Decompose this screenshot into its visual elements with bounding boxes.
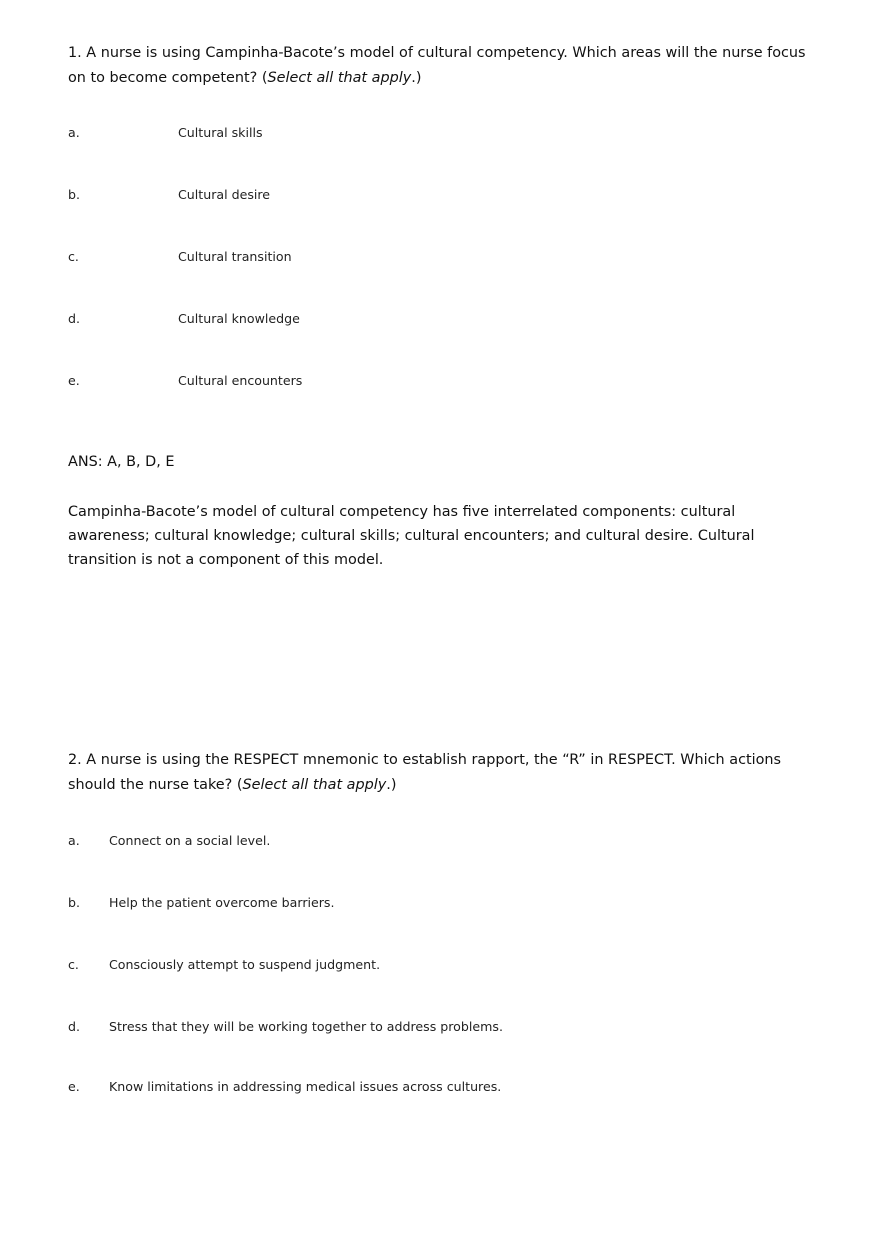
option-text: Consciously attempt to suspend judgment. <box>109 957 381 972</box>
option-text: Cultural knowledge <box>178 311 300 326</box>
option-letter: e. <box>68 1079 80 1094</box>
option-text: Know limitations in addressing medical issues across cultures. <box>109 1079 502 1094</box>
option-text: Cultural transition <box>178 249 292 264</box>
option-letter: d. <box>68 1019 80 1034</box>
question-1-answer: ANS: A, B, D, E <box>68 454 175 470</box>
option-letter: e. <box>68 373 80 388</box>
option-text: Cultural encounters <box>178 373 303 388</box>
option-letter: d. <box>68 311 80 326</box>
question-2-instruction: Select all that apply <box>242 776 387 793</box>
question-1-rationale: Campinha-Bacote’s model of cultural competency has five interrelated components: cultural awareness; cultural knowledge; cultural skills; cultural encounters; and cultural desire. Cultural transition is not a component of this model. <box>68 504 755 568</box>
question-1-stem-end: .) <box>411 69 422 86</box>
option-letter: b. <box>68 895 80 910</box>
question-2-stem <box>68 748 813 797</box>
option-text: Connect on a social level. <box>109 833 271 848</box>
option-text: Cultural desire <box>178 187 271 202</box>
option-text: Help the patient overcome barriers. <box>109 895 335 910</box>
option-letter: a. <box>68 833 80 848</box>
question-2-stem-end: .) <box>386 776 397 793</box>
question-2-stem-text: 2. A nurse is using the RESPECT mnemonic to establish rapport, the “R” in RESPECT. Which actions should the nurse take? ( <box>68 752 782 793</box>
question-1-stem-text: 1. A nurse is using Campinha-Bacote’s model of cultural competency. Which areas will the nurse focus on to become competent? ( <box>68 45 806 86</box>
option-letter: c. <box>68 957 79 972</box>
question-1-stem <box>68 41 813 90</box>
option-letter: a. <box>68 125 80 140</box>
option-text: Stress that they will be working together to address problems. <box>109 1019 503 1034</box>
option-letter: c. <box>68 249 79 264</box>
question-1-instruction: Select all that apply <box>267 69 412 86</box>
option-letter: b. <box>68 187 80 202</box>
option-text: Cultural skills <box>178 125 263 140</box>
